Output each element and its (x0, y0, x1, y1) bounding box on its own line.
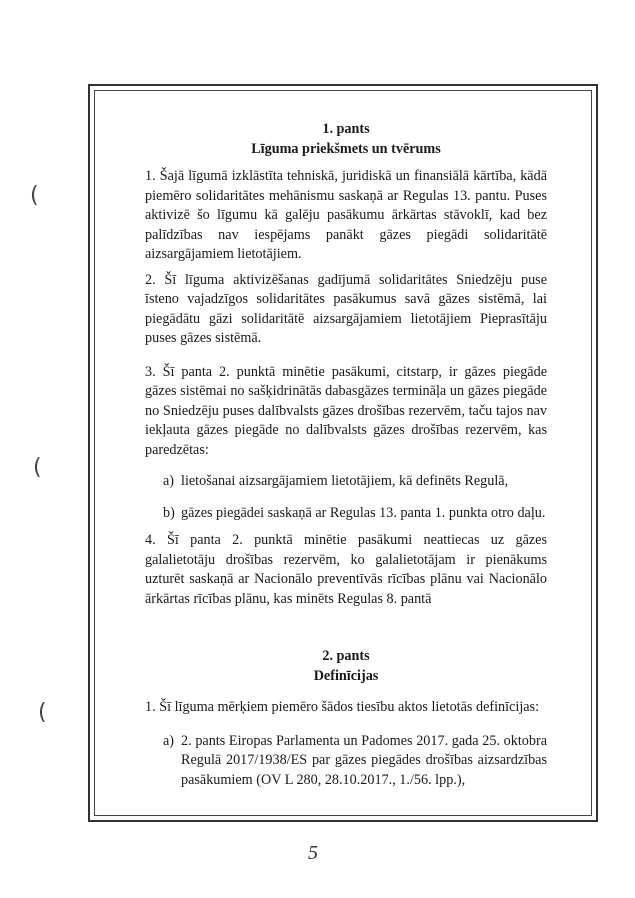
article-1-paragraph-1: 1. Šajā līgumā izklāstīta tehniskā, juridiskā un finansiālā kārtība, kādā piemēro solidaritātes mehānismu saskaņā ar Regulas 13. pantu. Puses aktivizē šo līgumu kā galēju pasākumu ārkārtas stāvoklī, kad bez palīdzības nav iespējams panākt gāzes piegādi solidaritātē aizsargājamiem lietotājiem. (145, 168, 547, 262)
list-item-text: lietošanai aizsargājamiem lietotājiem, kā definēts Regulā, (181, 473, 509, 489)
punch-hole-mark: ( (38, 700, 47, 725)
article-1-title: Līguma priekšmets un tvērums (251, 140, 441, 157)
article-1-paragraph-2: 2. Šī līguma aktivizēšanas gadījumā solidaritātes Sniedzēju puse īsteno vajadzīgos solidaritātes pasākumus savā gāzes sistēmā, lai piegādātu gāzi solidaritātē aizsargājamiem lietotājiem Pieprasītāju puses gāzes sistēmā. (145, 271, 547, 346)
article-2-title: Definīcijas (313, 667, 379, 684)
article-2-number: 2. pants (322, 648, 370, 664)
punch-hole-mark: ( (30, 183, 39, 208)
article-1-paragraph-3: 3. Šī panta 2. punktā minētie pasākumi, citstarp, ir gāzes piegāde gāzes sistēmai no sašķidrinātās dabasgāzes termināļa un gāzes piegāde no Sniedzēju puses dalībvalsts gāzes drošības rezervēm, taču tajos nav iekļauta gāzes piegāde no dalībvalsts gāzes drošības rezervēm, kas paredzētas: (145, 363, 547, 458)
list-item-label: a) (163, 732, 175, 749)
article-1-paragraph-4: 4. Šī panta 2. punktā minētie pasākumi neattiecas uz gāzes galalietotāju drošības rezervēm, ko galalietotājam ir pienākums uzturēt saskaņā ar Nacionālo preventīvās rīcības plānu vai Nacionālo ārkārtas rīcības plānu, kas minēts Regulas 8. pantā (145, 532, 547, 607)
punch-hole-mark: ( (33, 455, 42, 480)
list-item (145, 504, 547, 524)
list-item-text: 2. pants Eiropas Parlamenta un Padomes 2017. gada 25. oktobra Regulā 2017/1938/ES par gāzes piegādes drošības aizsardzības pasākumiem (OV L 280, 28.10.2017., 1./56. lpp.), (181, 732, 547, 788)
article-1-number: 1. pants (322, 121, 370, 137)
document-body (145, 120, 547, 790)
article-2-paragraph-1: 1. Šī līguma mērķiem piemēro šādos tiesību aktos lietotās definīcijas: (145, 699, 540, 715)
list-item-label: b) (163, 504, 175, 521)
list-item-label: a) (163, 473, 175, 489)
list-item-text: gāzes piegādei saskaņā ar Regulas 13. panta 1. punkta otro daļu. (181, 504, 546, 521)
page-number: 5 (308, 842, 318, 864)
list-item (145, 732, 547, 791)
list-item (145, 472, 547, 492)
